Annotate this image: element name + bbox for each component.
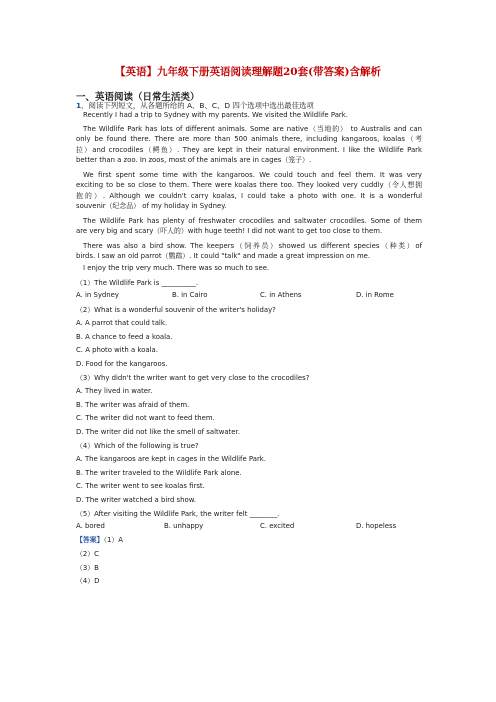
answer-row: [76, 535, 422, 545]
question-stem: （2）What is a wonderful souvenir of the writer's holiday?: [76, 306, 276, 314]
option-a: A. in Sydney: [76, 291, 119, 299]
question-stem: （5）After visiting the Wildlife Park, the writer felt ________.: [76, 510, 280, 518]
option-b: B. A chance to feed a koala.: [76, 333, 173, 341]
passage-line: Recently I had a trip to Sydney with my parents. We visited the Wildlife Park.: [83, 111, 348, 119]
option-row: [76, 291, 422, 301]
option-c: C. in Athens: [260, 291, 302, 299]
question-intro-text: 阅读下列短文，从各题所给的 A、B、C、D 四个选项中选出最佳选项: [88, 101, 314, 110]
answer-item: （2）C: [76, 550, 99, 558]
option-d: D. The writer did not like the smell of saltwater.: [76, 428, 240, 436]
passage-line: 抱的）. Although we couldn't carry koalas, I could take a photo with one. It is a wonderful: [76, 192, 422, 200]
question-stem: （4）Which of the following is true?: [76, 442, 199, 450]
option-c: C. excited: [260, 522, 295, 530]
answer-item: （4）D: [76, 577, 100, 585]
answer-label: 【答案】: [76, 536, 104, 544]
option-a: A. The kangaroos are kept in cages in the Wildlife Park.: [76, 455, 266, 463]
page-title: 【英语】九年级下册英语阅读理解题20套(带答案)含解析: [114, 66, 382, 78]
passage-line: We first spent some time with the kangaroos. We could touch and feel them. It was very: [83, 171, 422, 179]
option-d: D. hopeless: [356, 522, 397, 530]
option-b: B. in Cairo: [172, 291, 208, 299]
option-d: D. The writer watched a bird show.: [76, 496, 196, 504]
option-b: B. The writer traveled to the Wildlife Park alone.: [76, 469, 242, 477]
option-c: C. The writer did not want to feed them.: [76, 414, 215, 422]
option-d: D. in Rome: [356, 291, 394, 299]
option-b: B. The writer was afraid of them.: [76, 401, 190, 409]
passage-line: birds. I saw an old parrot（鹦鹉）. It could "talk" and made a great impression on me.: [76, 252, 371, 260]
option-a: A. bored: [76, 522, 105, 530]
answer-item: （1）A: [103, 536, 123, 544]
passage-line: exciting to be so close to them. There were koalas there too. They looked very cuddly（令人想拥: [76, 181, 422, 189]
option-d: D. Food for the kangaroos.: [76, 360, 168, 368]
option-b: B. unhappy: [164, 522, 204, 530]
question-stem: （1）The Wildlife Park is __________.: [76, 279, 199, 287]
passage-line: souvenir（纪念品） of my holiday in Sydney.: [76, 202, 227, 210]
passage-line: The Wildlife Park has plenty of freshwater crocodiles and saltwater crocodiles. Some of them: [83, 217, 422, 225]
section-heading: 一、英语阅读（日常生活类）: [76, 92, 200, 103]
question-number: 1．: [76, 101, 89, 110]
passage-line: I enjoy the trip very much. There was so much to see.: [83, 264, 270, 272]
option-a: A. They lived in water.: [76, 387, 153, 395]
option-row: [76, 522, 422, 532]
answer-item: （3）B: [76, 564, 99, 572]
passage-line: are very big and scary（吓人的）with huge teeth! I did not want to get too close to them.: [76, 227, 383, 235]
passage-line: The Wildlife Park has lots of different animals. Some are native（当地的） to Australis and can: [83, 125, 422, 133]
question-stem: （3）Why didn't the writer want to get very close to the crocodiles?: [76, 374, 310, 382]
option-a: A. A parrot that could talk.: [76, 319, 168, 327]
passage-line: 拉）and crocodiles（鳄鱼）. They are kept in their natural environment. I like the Wildlife Park: [76, 146, 422, 154]
passage-line: There was also a bird show. The keepers（饲养员）showed us different species（种类）of: [83, 242, 422, 250]
passage-line: better than a zoo. In zoos, most of the animals are in cages（笼子）.: [76, 156, 312, 164]
option-c: C. The writer went to see koalas first.: [76, 482, 205, 490]
option-c: C. A photo with a koala.: [76, 346, 158, 354]
passage-line: only be found there. There are more than 500 animals there, including kangaroos, koalas（考: [76, 135, 422, 143]
